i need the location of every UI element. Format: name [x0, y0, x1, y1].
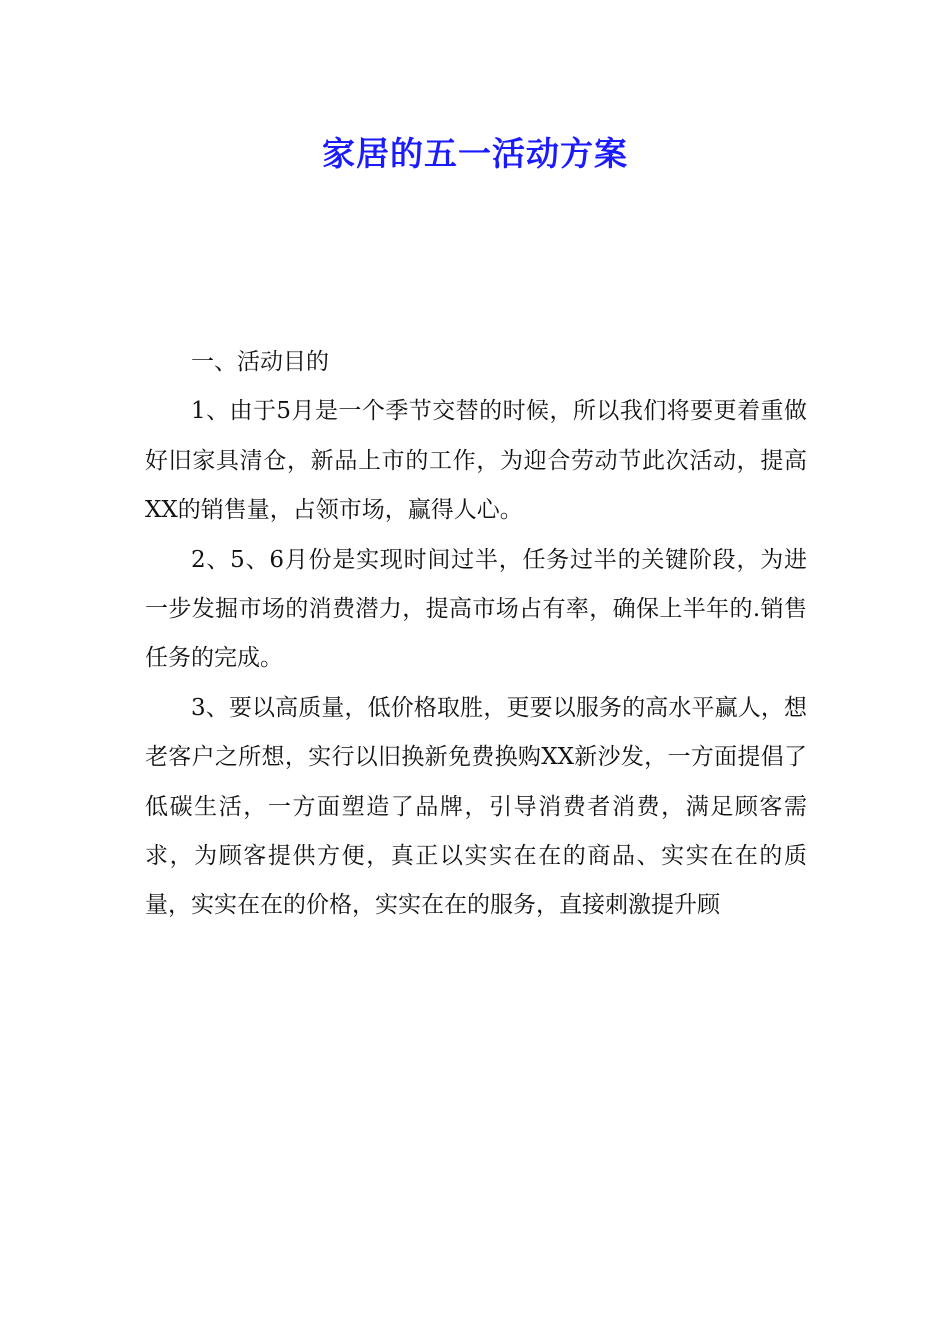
section-heading: 一、活动目的 — [191, 349, 329, 375]
document-body — [145, 338, 807, 931]
paragraph-2: 2、5、6月份是实现时间过半，任务过半的关键阶段，为进一步发掘市场的消费潜力，提高市场占有率，确保上半年的.销售任务的完成。 — [145, 546, 807, 672]
paragraph-1: 1、由于5月是一个季节交替的时候，所以我们将要更着重做好旧家具清仓，新品上市的工作，为迎合劳动节此次活动，提高XX的销售量，占领市场，赢得人心。 — [145, 398, 807, 524]
document-title: 家居的五一活动方案 — [322, 134, 628, 173]
paragraph-3: 3、要以高质量，低价格取胜，更要以服务的高水平赢人，想老客户之所想，实行以旧换新免费换购XX新沙发，一方面提倡了低碳生活，一方面塑造了品牌，引导消费者消费，满足顾客需求，为顾客提供方便，真正以实实在在的商品、实实在在的质量，实实在在的价格，实实在在的服务，直接刺激提升顾 — [145, 694, 807, 919]
